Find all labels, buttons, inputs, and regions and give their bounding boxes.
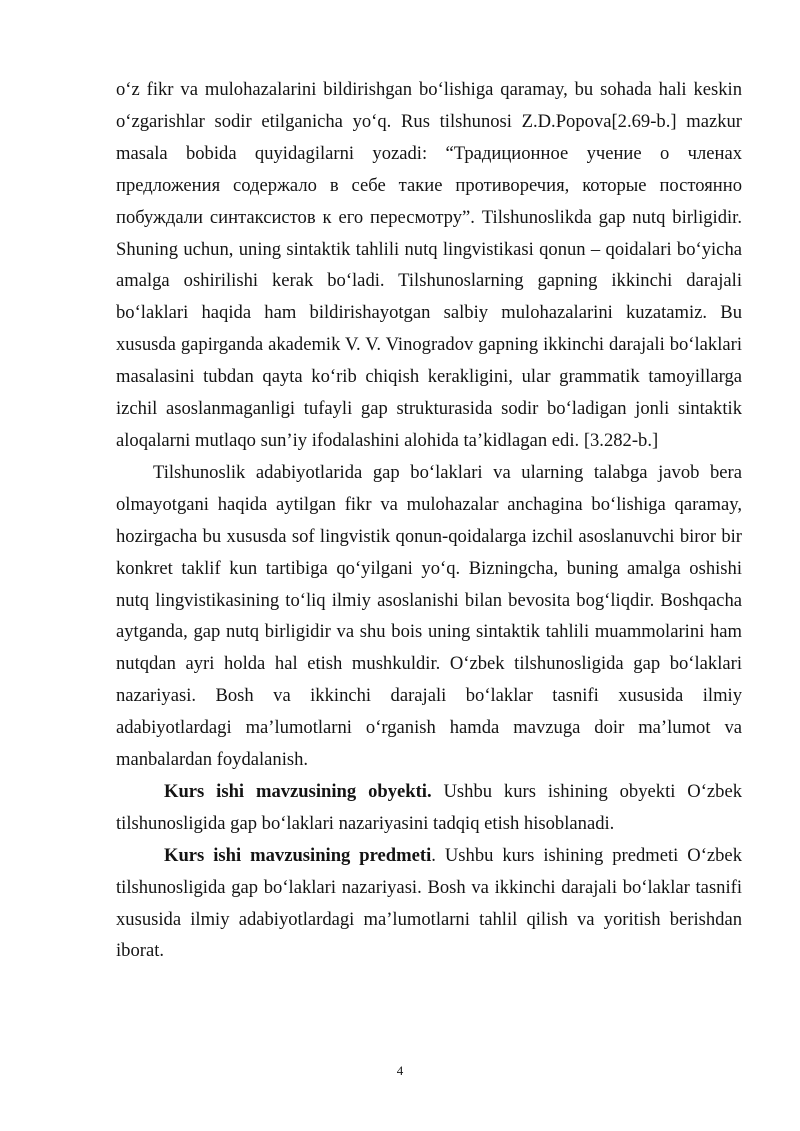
paragraph-continuation: o‘z fikr va mulohazalarini bildirishgan bo‘lishiga qaramay, bu sohada hali keskin o‘zgarishlar sodir etilganicha yo‘q. Rus tilshunosi Z.D.Popova[2.69-b.] mazkur masala bobida quyidagilarni yozadi: “Традиционное учение о членах предложения содержало в себе такие противоречия, которые постоянно побуждали синтаксистов к его пересмотру”. Tilshunoslikda gap nutq birligidir. Shuning uchun, uning sintaktik tahlili nutq lingvistikasi qonun – qoidalari bo‘yicha amalga oshirilishi kerak bo‘ladi. Tilshunoslarning gapning ikkinchi darajali bo‘laklari haqida ham bildirishayotgan salbiy mulohazalarini kuzatamiz. Bu xususda gapirganda akademik V. V. Vinogradov gapning ikkinchi darajali bo‘laklari masalasini tubdan qayta ko‘rib chiqish kerakligini, ular grammatik tamoyillarga izchil asoslanmaganligi tufayli gap strukturasida sodir bo‘ladigan jonli sintaktik aloqalarni mutlaqo sun’iy ifodalashini alohida ta’kidlagan edi. [3.282-b.] bbox=[116, 79, 742, 451]
object-text: Ushbu kurs ishining obyekti O‘zbek tilshunosligida gap bo‘laklari nazariyasini tadqiq etish hisoblanadi. bbox=[116, 780, 743, 834]
paragraph-literature-review: Tilshunoslik adabiyotlarida gap bo‘laklari va ularning talabga javob bera olmayotgani haqida aytilgan fikr va mulohazalar anchagina bo‘lishiga qaramay, hozirgacha bu xususda sof lingvistik qonun-qoidalarga izchil asoslanuvchi biror bir konkret taklif kun tartibiga qo‘yilgani yo‘q. Bizningcha, buning amalga oshishi nutq lingvistikasining to‘liq ilmiy asoslanishi bilan bevosita bog‘liqdir. Boshqacha aytganda, gap nutq birligidir va shu bois uning sintaktik tahlili muammolarini ham nutqdan ayri holda hal etish mushkuldir. O‘zbek tilshunosligida gap bo‘laklari nazariyasi. Bosh va ikkinchi darajali bo‘laklar tasnifi xususida ilmiy adabiyotlardagi ma’lumotlarni o‘rganish hamda mavzuga doir ma’lumot va manbalardan foydalanish. bbox=[116, 461, 742, 771]
page-number: 4 bbox=[396, 1063, 404, 1078]
body-text bbox=[116, 74, 742, 967]
paragraph-subject bbox=[116, 840, 742, 968]
object-heading: Kurs ishi mavzusining obyekti. bbox=[164, 780, 432, 802]
subject-heading: Kurs ishi mavzusining predmeti bbox=[164, 844, 432, 866]
subject-text: . Ushbu kurs ishining predmeti O‘zbek tilshunosligida gap bo‘laklari nazariyasi. Bosh va ikkinchi darajali bo‘laklar tasnifi xususida ilmiy adabiyotlardagi ma’lumotlarni tahlil qilish va yoritish berishdan iborat. bbox=[116, 844, 742, 962]
paragraph-object bbox=[116, 776, 742, 840]
